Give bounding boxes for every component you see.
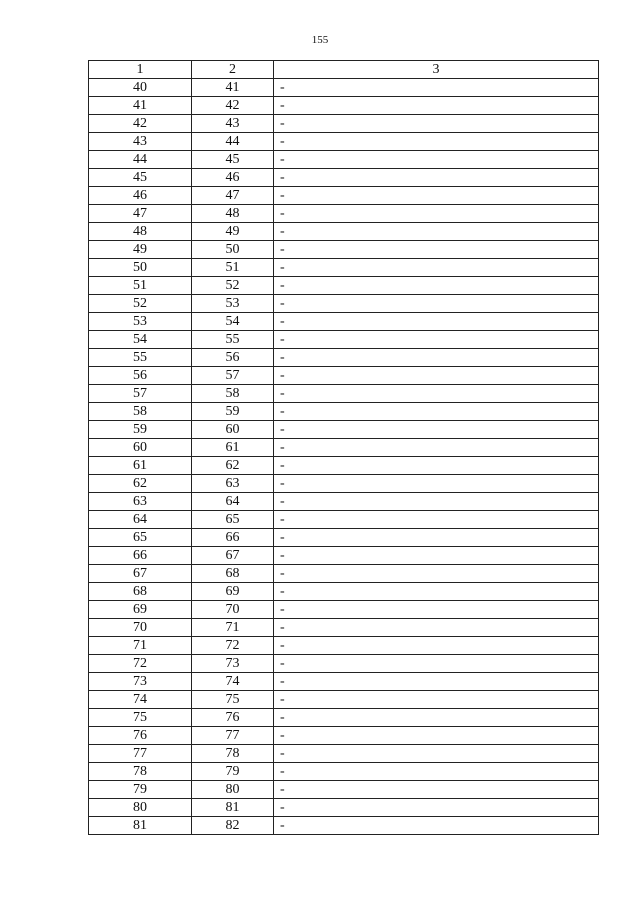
table-cell-col-2: 73 xyxy=(192,655,274,673)
table-cell-col-2: 70 xyxy=(192,601,274,619)
table-cell-col-1: 48 xyxy=(89,223,192,241)
table-row xyxy=(89,349,599,367)
table-row xyxy=(89,493,599,511)
table-cell-col-1: 74 xyxy=(89,691,192,709)
table-cell-col-1: 49 xyxy=(89,241,192,259)
table-cell-col-2: 63 xyxy=(192,475,274,493)
table-cell-col-2: 54 xyxy=(192,313,274,331)
table-cell-col-1: 68 xyxy=(89,583,192,601)
table-cell-col-1: 44 xyxy=(89,151,192,169)
header-row xyxy=(89,61,599,79)
table-cell-col-2: 44 xyxy=(192,133,274,151)
table-cell-col-1: 69 xyxy=(89,601,192,619)
table-cell-col-2: 71 xyxy=(192,619,274,637)
table-row xyxy=(89,331,599,349)
table-row xyxy=(89,601,599,619)
table-cell-col-2: 80 xyxy=(192,781,274,799)
table-row xyxy=(89,115,599,133)
table-row xyxy=(89,295,599,313)
table-cell-col-2: 72 xyxy=(192,637,274,655)
table-cell-col-1: 43 xyxy=(89,133,192,151)
table-cell-col-3: - xyxy=(274,169,599,187)
table-cell-col-3: - xyxy=(274,547,599,565)
table-cell-col-1: 47 xyxy=(89,205,192,223)
table-row xyxy=(89,79,599,97)
table-cell-col-3: - xyxy=(274,709,599,727)
table-row xyxy=(89,403,599,421)
data-table xyxy=(88,60,599,835)
table-cell-col-2: 46 xyxy=(192,169,274,187)
table-cell-col-3: - xyxy=(274,601,599,619)
table-row xyxy=(89,133,599,151)
table-cell-col-3: - xyxy=(274,115,599,133)
table-body xyxy=(89,79,599,835)
table-row xyxy=(89,709,599,727)
table-cell-col-1: 41 xyxy=(89,97,192,115)
table-cell-col-1: 73 xyxy=(89,673,192,691)
table-row xyxy=(89,619,599,637)
table-cell-col-3: - xyxy=(274,799,599,817)
table-cell-col-2: 53 xyxy=(192,295,274,313)
table-cell-col-2: 67 xyxy=(192,547,274,565)
table-cell-col-3: - xyxy=(274,691,599,709)
table-cell-col-3: - xyxy=(274,457,599,475)
table-row xyxy=(89,781,599,799)
column-header-2: 2 xyxy=(192,61,274,79)
table-cell-col-1: 81 xyxy=(89,817,192,835)
table-cell-col-2: 42 xyxy=(192,97,274,115)
table-row xyxy=(89,313,599,331)
table-cell-col-3: - xyxy=(274,277,599,295)
table-cell-col-1: 67 xyxy=(89,565,192,583)
table-cell-col-2: 49 xyxy=(192,223,274,241)
table-cell-col-2: 55 xyxy=(192,331,274,349)
table-cell-col-3: - xyxy=(274,403,599,421)
table-cell-col-2: 77 xyxy=(192,727,274,745)
table-cell-col-1: 55 xyxy=(89,349,192,367)
table-cell-col-2: 61 xyxy=(192,439,274,457)
table-cell-col-1: 58 xyxy=(89,403,192,421)
table-row xyxy=(89,439,599,457)
table-cell-col-1: 60 xyxy=(89,439,192,457)
table-cell-col-2: 48 xyxy=(192,205,274,223)
table-cell-col-3: - xyxy=(274,295,599,313)
table-cell-col-2: 43 xyxy=(192,115,274,133)
table-cell-col-1: 52 xyxy=(89,295,192,313)
table-cell-col-1: 71 xyxy=(89,637,192,655)
column-header-1: 1 xyxy=(89,61,192,79)
table-cell-col-1: 79 xyxy=(89,781,192,799)
table-cell-col-3: - xyxy=(274,151,599,169)
table-cell-col-2: 52 xyxy=(192,277,274,295)
table-cell-col-2: 69 xyxy=(192,583,274,601)
table-cell-col-2: 79 xyxy=(192,763,274,781)
table-cell-col-3: - xyxy=(274,619,599,637)
table-cell-col-2: 74 xyxy=(192,673,274,691)
table-row xyxy=(89,637,599,655)
table-row xyxy=(89,169,599,187)
table-row xyxy=(89,673,599,691)
table-cell-col-1: 46 xyxy=(89,187,192,205)
table-cell-col-1: 54 xyxy=(89,331,192,349)
table-cell-col-2: 64 xyxy=(192,493,274,511)
table-cell-col-3: - xyxy=(274,79,599,97)
table-cell-col-3: - xyxy=(274,331,599,349)
table-cell-col-1: 40 xyxy=(89,79,192,97)
table-cell-col-2: 57 xyxy=(192,367,274,385)
table-cell-col-1: 64 xyxy=(89,511,192,529)
table-cell-col-3: - xyxy=(274,745,599,763)
table-cell-col-2: 78 xyxy=(192,745,274,763)
table-row xyxy=(89,655,599,673)
table-cell-col-3: - xyxy=(274,655,599,673)
table-cell-col-3: - xyxy=(274,421,599,439)
table-cell-col-3: - xyxy=(274,781,599,799)
table-row xyxy=(89,385,599,403)
table-cell-col-2: 58 xyxy=(192,385,274,403)
table-cell-col-2: 62 xyxy=(192,457,274,475)
table-cell-col-1: 76 xyxy=(89,727,192,745)
table-row xyxy=(89,367,599,385)
table-cell-col-3: - xyxy=(274,763,599,781)
table-row xyxy=(89,187,599,205)
table-cell-col-1: 59 xyxy=(89,421,192,439)
table-row xyxy=(89,259,599,277)
table-row xyxy=(89,745,599,763)
table-cell-col-2: 76 xyxy=(192,709,274,727)
table-cell-col-3: - xyxy=(274,241,599,259)
table-row xyxy=(89,583,599,601)
table-cell-col-3: - xyxy=(274,259,599,277)
table-cell-col-1: 42 xyxy=(89,115,192,133)
table-row xyxy=(89,241,599,259)
table-cell-col-3: - xyxy=(274,187,599,205)
table-cell-col-3: - xyxy=(274,475,599,493)
table-row xyxy=(89,277,599,295)
table-cell-col-2: 82 xyxy=(192,817,274,835)
table-row xyxy=(89,763,599,781)
table-cell-col-1: 63 xyxy=(89,493,192,511)
table-cell-col-3: - xyxy=(274,385,599,403)
table-cell-col-3: - xyxy=(274,727,599,745)
table-cell-col-2: 47 xyxy=(192,187,274,205)
table-row xyxy=(89,205,599,223)
table-row xyxy=(89,511,599,529)
table-row xyxy=(89,223,599,241)
table-cell-col-3: - xyxy=(274,205,599,223)
table-cell-col-1: 65 xyxy=(89,529,192,547)
table-cell-col-3: - xyxy=(274,313,599,331)
table-cell-col-3: - xyxy=(274,565,599,583)
table-cell-col-1: 62 xyxy=(89,475,192,493)
table-cell-col-2: 56 xyxy=(192,349,274,367)
table-cell-col-1: 77 xyxy=(89,745,192,763)
table-row xyxy=(89,475,599,493)
table-cell-col-3: - xyxy=(274,133,599,151)
table-cell-col-3: - xyxy=(274,673,599,691)
table-cell-col-2: 75 xyxy=(192,691,274,709)
table-cell-col-1: 72 xyxy=(89,655,192,673)
table-cell-col-1: 57 xyxy=(89,385,192,403)
table-cell-col-3: - xyxy=(274,367,599,385)
table-cell-col-1: 66 xyxy=(89,547,192,565)
table-cell-col-1: 80 xyxy=(89,799,192,817)
table-row xyxy=(89,727,599,745)
table-cell-col-3: - xyxy=(274,529,599,547)
table-row xyxy=(89,547,599,565)
table-cell-col-3: - xyxy=(274,493,599,511)
table-cell-col-2: 59 xyxy=(192,403,274,421)
table-row xyxy=(89,799,599,817)
table-cell-col-1: 50 xyxy=(89,259,192,277)
table-header xyxy=(89,61,599,79)
table-cell-col-1: 56 xyxy=(89,367,192,385)
table-cell-col-2: 66 xyxy=(192,529,274,547)
table-row xyxy=(89,151,599,169)
table-cell-col-1: 45 xyxy=(89,169,192,187)
table-cell-col-1: 75 xyxy=(89,709,192,727)
table-row xyxy=(89,529,599,547)
table-cell-col-1: 78 xyxy=(89,763,192,781)
table-cell-col-3: - xyxy=(274,223,599,241)
column-header-3: 3 xyxy=(274,61,599,79)
table-cell-col-2: 65 xyxy=(192,511,274,529)
table-cell-col-3: - xyxy=(274,97,599,115)
table-cell-col-2: 68 xyxy=(192,565,274,583)
table-cell-col-2: 51 xyxy=(192,259,274,277)
table-row xyxy=(89,565,599,583)
table-cell-col-2: 50 xyxy=(192,241,274,259)
table-cell-col-3: - xyxy=(274,439,599,457)
table-row xyxy=(89,457,599,475)
table-cell-col-3: - xyxy=(274,511,599,529)
table-cell-col-2: 45 xyxy=(192,151,274,169)
table-cell-col-3: - xyxy=(274,817,599,835)
page-number: 155 xyxy=(311,34,329,46)
table-row xyxy=(89,97,599,115)
table-cell-col-1: 53 xyxy=(89,313,192,331)
table-row xyxy=(89,421,599,439)
table-cell-col-1: 51 xyxy=(89,277,192,295)
table-cell-col-2: 81 xyxy=(192,799,274,817)
table-row xyxy=(89,817,599,835)
table-row xyxy=(89,691,599,709)
table-cell-col-1: 61 xyxy=(89,457,192,475)
table-cell-col-2: 41 xyxy=(192,79,274,97)
table-cell-col-3: - xyxy=(274,637,599,655)
table-cell-col-1: 70 xyxy=(89,619,192,637)
table-cell-col-3: - xyxy=(274,583,599,601)
table-cell-col-2: 60 xyxy=(192,421,274,439)
table-cell-col-3: - xyxy=(274,349,599,367)
